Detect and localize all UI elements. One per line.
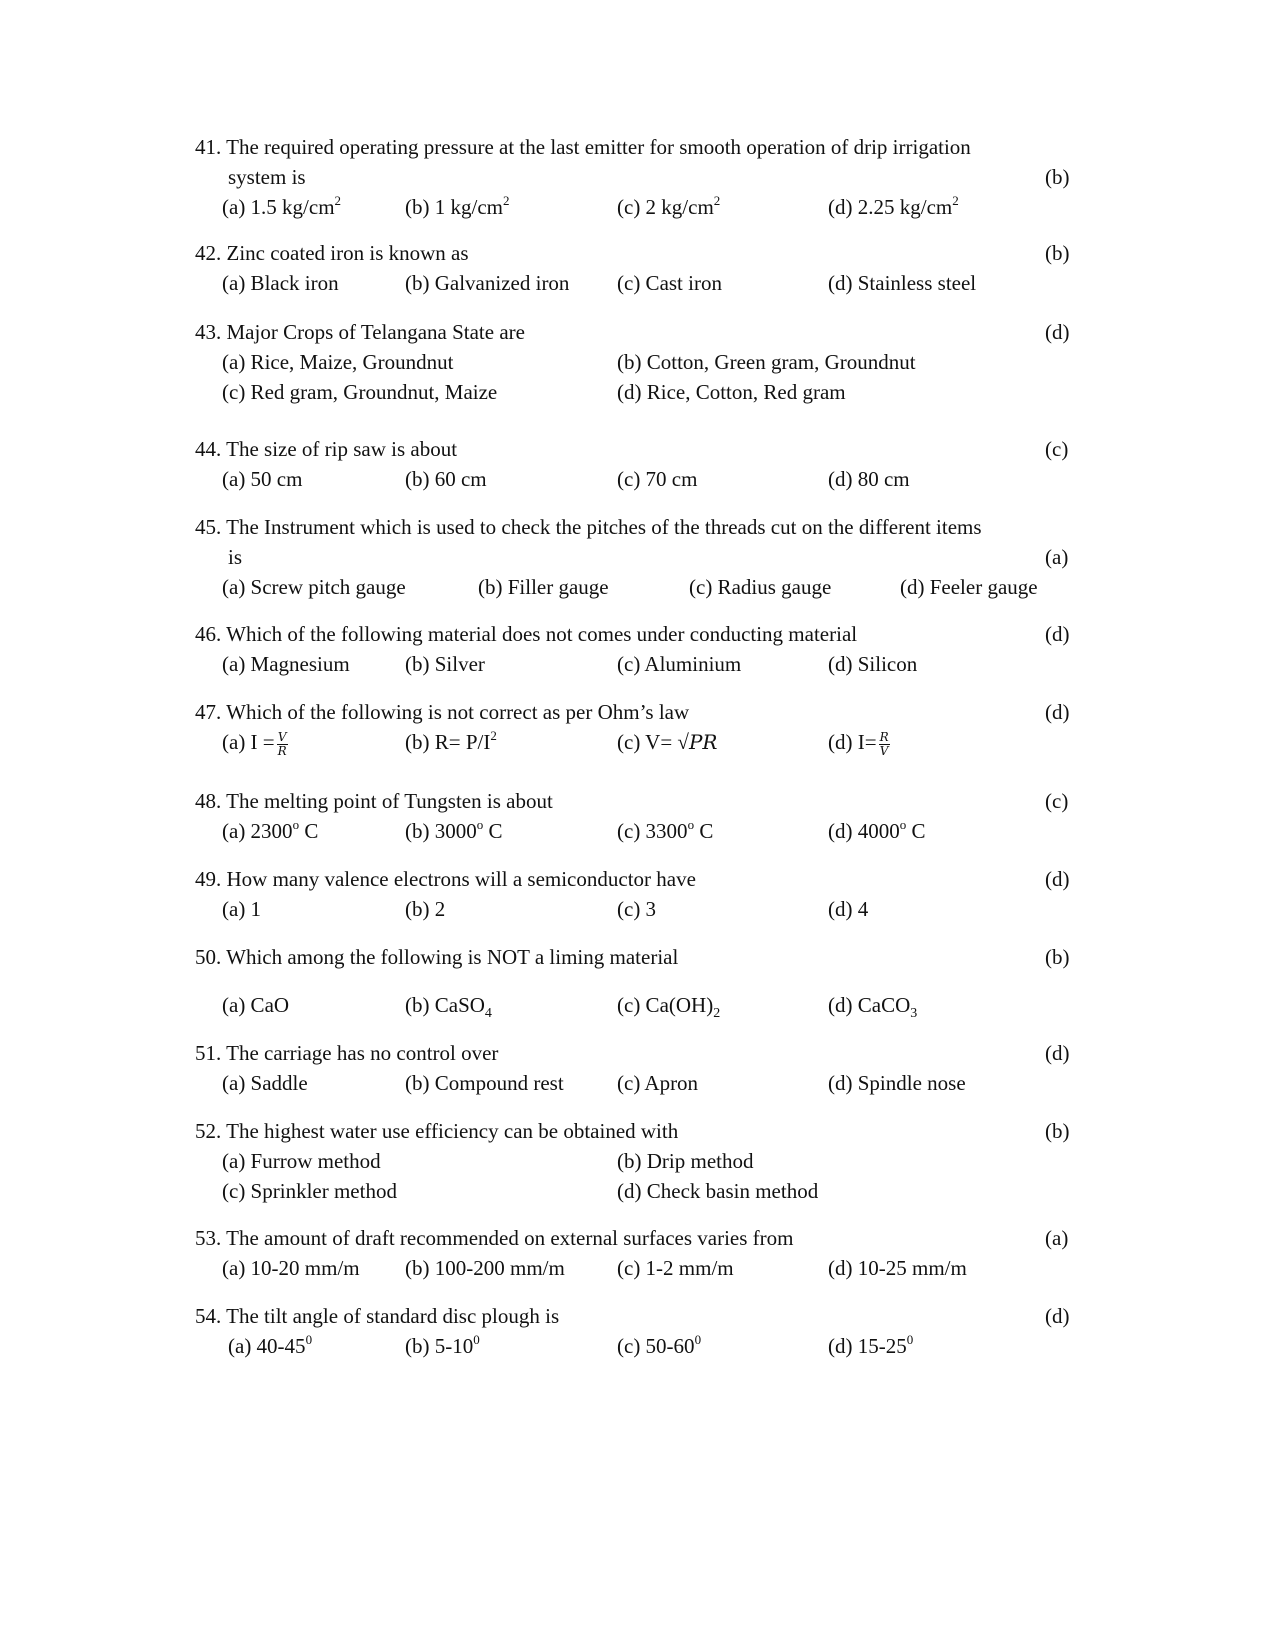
option-d: (d) 10-25 mm/m: [828, 1256, 967, 1280]
question-49: [195, 864, 1075, 924]
option-d: (d) Rice, Cotton, Red gram: [617, 380, 846, 404]
question-number: 45.: [195, 515, 222, 539]
option-d: (d) 80 cm: [828, 467, 910, 491]
option-a: (a) Magnesium: [222, 652, 350, 676]
option-b: (b) 3000$^o$ C: [405, 817, 503, 843]
question-text-cont: is: [228, 545, 243, 569]
question-number: 42.: [195, 241, 222, 265]
question-42: [195, 238, 1075, 298]
option-b: (b) $5-10^0$: [405, 1332, 480, 1358]
option-a: (a) Furrow method: [222, 1149, 381, 1173]
question-text-cont: system is: [228, 165, 306, 189]
option-c: (c) 2 $kg/cm^2$: [617, 193, 721, 219]
question-text: The highest water use efficiency can be obtained with: [226, 1119, 679, 1143]
answer-key: (a): [1045, 1226, 1069, 1250]
option-a: (a) I = $\frac{V}{R}$: [222, 729, 287, 758]
option-d: (d) CaCO$_3$: [828, 993, 918, 1021]
question-48: [195, 786, 1075, 846]
question-54: [195, 1301, 1075, 1361]
question-text: The size of rip saw is about: [226, 437, 458, 461]
option-d: (d) Stainless steel: [828, 271, 977, 295]
option-c: (c) Cast iron: [617, 271, 722, 295]
question-44: [195, 434, 1075, 494]
answer-key: (d): [1045, 700, 1070, 724]
option-c: (c) Red gram, Groundnut, Maize: [222, 380, 498, 404]
option-a: (a) 1: [222, 897, 262, 921]
answer-key: (d): [1045, 622, 1070, 646]
option-a: (a) Screw pitch gauge: [222, 575, 406, 599]
question-number: 47.: [195, 700, 222, 724]
option-b: (b) Compound rest: [405, 1071, 564, 1095]
option-c: (c) $Ca(OH)_2$: [617, 993, 721, 1021]
option-b: (b) Drip method: [617, 1149, 754, 1173]
option-c: (c) Radius gauge: [689, 575, 832, 599]
question-number: 52.: [195, 1119, 222, 1143]
answer-key: (d): [1045, 1304, 1070, 1328]
option-d: (d) $15-25^0$: [828, 1332, 914, 1358]
question-45: [195, 512, 1075, 602]
option-c: (c) 3300$^o$ C: [617, 817, 714, 843]
answer-key: (d): [1045, 867, 1070, 891]
question-51: [195, 1038, 1075, 1098]
answer-key: (a): [1045, 545, 1069, 569]
option-a: (a) 10-20 mm/m: [222, 1256, 360, 1280]
question-53: [195, 1223, 1075, 1283]
option-a: (a) Rice, Maize, Groundnut: [222, 350, 454, 374]
answer-key: (d): [1045, 320, 1070, 344]
option-a: (a) CaO: [222, 993, 290, 1017]
question-number: 50.: [195, 945, 222, 969]
option-d: (d) I= $\frac{R}{V}$: [828, 729, 889, 758]
question-number: 49.: [195, 867, 222, 891]
option-d: (d) 4: [828, 897, 869, 921]
option-b: (b) 100-200 mm/m: [405, 1256, 565, 1280]
option-b: (b) Galvanized iron: [405, 271, 570, 295]
question-text: The tilt angle of standard disc plough is: [226, 1304, 560, 1328]
question-52: [195, 1116, 1075, 1206]
question-41: [195, 132, 1075, 222]
option-c: (c) $50-60^0$: [617, 1332, 702, 1358]
question-text: Major Crops of Telangana State are: [226, 320, 525, 344]
option-b: (b) $R= P/I^2$: [405, 728, 497, 754]
question-number: 48.: [195, 789, 222, 813]
question-50: [195, 942, 1075, 1020]
option-d: (d) Silicon: [828, 652, 918, 676]
fraction-v-over-r: $\frac{V}{R}$: [277, 729, 287, 758]
answer-key: (b): [1045, 945, 1070, 969]
question-text: Which among the following is NOT a liming material: [226, 945, 679, 969]
question-43: [195, 317, 1075, 407]
question-number: 44.: [195, 437, 222, 461]
question-text: The Instrument which is used to check the pitches of the threads cut on the different items: [226, 515, 982, 539]
option-a: (a) Black iron: [222, 271, 339, 295]
question-text: Which of the following material does not comes under conducting material: [226, 622, 858, 646]
option-c: (c) 3: [617, 897, 657, 921]
option-d: (d) 4000$^o$ C: [828, 817, 926, 843]
question-47: [195, 697, 1075, 765]
question-number: 46.: [195, 622, 222, 646]
question-number: 41.: [195, 135, 222, 159]
answer-key: (c): [1045, 437, 1069, 461]
question-text: The amount of draft recommended on external surfaces varies from: [226, 1226, 794, 1250]
option-a: (a) 50 cm: [222, 467, 303, 491]
option-b: (b) 1 $kg/cm^2$: [405, 193, 510, 219]
question-text: How many valence electrons will a semiconductor have: [226, 867, 696, 891]
option-c: (c) Apron: [617, 1071, 699, 1095]
question-number: 54.: [195, 1304, 222, 1328]
answer-key: (c): [1045, 789, 1069, 813]
question-number: 51.: [195, 1041, 222, 1065]
option-b: (b) CaSO$_4$: [405, 993, 492, 1021]
option-b: (b) 60 cm: [405, 467, 487, 491]
question-text: The required operating pressure at the last emitter for smooth operation of drip irrigation: [226, 135, 971, 159]
option-d: (d) 2.25 $kg/cm^2$: [828, 193, 959, 219]
question-text: Zinc coated iron is known as: [226, 241, 469, 265]
option-b: (b) Cotton, Green gram, Groundnut: [617, 350, 916, 374]
option-a: (a) 1.5 $kg/cm^2$: [222, 193, 342, 219]
option-a: (a) 2300$^o$ C: [222, 817, 319, 843]
option-d: (d) Feeler gauge: [900, 575, 1038, 599]
question-text: The melting point of Tungsten is about: [226, 789, 553, 813]
option-c: (c) Sprinkler method: [222, 1179, 397, 1203]
option-c: (c) 1-2 mm/m: [617, 1256, 734, 1280]
option-a: (a) Saddle: [222, 1071, 308, 1095]
question-text: The carriage has no control over: [226, 1041, 499, 1065]
answer-key: (b): [1045, 165, 1070, 189]
option-a: (a) $40-45^0$: [228, 1332, 313, 1358]
question-number: 43.: [195, 320, 222, 344]
option-c: (c) Aluminium: [617, 652, 742, 676]
question-number: 53.: [195, 1226, 222, 1250]
fraction-r-over-v: $\frac{R}{V}$: [879, 729, 889, 758]
option-c: (c) V= √PR: [617, 730, 718, 754]
option-d: (d) Check basin method: [617, 1179, 819, 1203]
option-b: (b) Filler gauge: [478, 575, 609, 599]
question-text: Which of the following is not correct as per Ohm’s law: [226, 700, 690, 724]
option-b: (b) Silver: [405, 652, 485, 676]
answer-key: (d): [1045, 1041, 1070, 1065]
option-c: (c) 70 cm: [617, 467, 698, 491]
option-d: (d) Spindle nose: [828, 1071, 966, 1095]
question-46: [195, 619, 1075, 679]
answer-key: (b): [1045, 1119, 1070, 1143]
option-b: (b) 2: [405, 897, 446, 921]
answer-key: (b): [1045, 241, 1070, 265]
